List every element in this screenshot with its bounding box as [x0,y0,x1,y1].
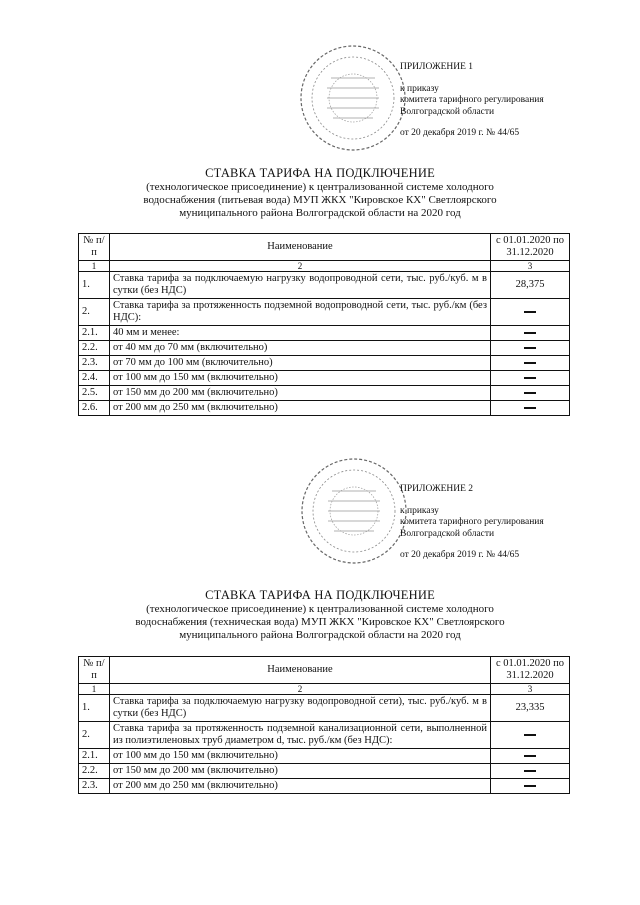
title-sub: муниципального района Волгоградской области на 2020 год [179,207,461,219]
row-name: Ставка тарифа за подключаемую нагрузку водопроводной сети, тыс. руб./куб. м в сутки (без НДС) [110,272,491,299]
table-row [79,299,570,326]
row-value-dash [491,749,570,764]
table-index-row [79,261,570,272]
header-name: Наименование [110,234,491,261]
table-row [79,695,570,722]
table-header-row [79,234,570,261]
table-row [79,356,570,371]
table-row [79,722,570,749]
row-num: 2. [79,722,110,749]
dash-mark [524,392,536,394]
row-name: от 40 мм до 70 мм (включительно) [110,341,491,356]
row-name: от 70 мм до 100 мм (включительно) [110,356,491,371]
title-sub: муниципального района Волгоградской области на 2020 год [179,629,461,641]
row-num: 2.2. [79,341,110,356]
title-sub: водоснабжения (техническая вода) МУП ЖКХ "Кировское КХ" Светлоярского [135,616,505,628]
row-value-dash [491,371,570,386]
row-value-dash [491,386,570,401]
tariff-table-2 [78,656,570,794]
index-cell: 3 [491,261,570,272]
title-sub: водоснабжения (питьевая вода) МУП ЖКХ "Кировское КХ" Светлоярского [143,194,497,206]
row-value-dash [491,779,570,794]
row-num: 1. [79,695,110,722]
header-name: Наименование [110,657,491,684]
row-name: 40 мм и менее: [110,326,491,341]
index-cell: 1 [79,261,110,272]
appendix-line: комитета тарифного регулирования [400,95,544,105]
dash-mark [524,734,536,736]
tariff-table-1 [78,233,570,416]
table-row [79,749,570,764]
document-title-2 [60,588,580,642]
row-name: от 100 мм до 150 мм (включительно) [110,749,491,764]
header-num: № п/п [79,234,110,261]
title-sub: (технологическое присоединение) к централизованной системе холодного [146,603,494,615]
dash-mark [524,311,536,313]
dash-mark [524,755,536,757]
row-num: 2.4. [79,371,110,386]
row-value-dash [491,326,570,341]
title-sub: (технологическое присоединение) к централизованной системе холодного [146,181,494,193]
table-index-row [79,684,570,695]
appendix-line: к приказу [400,505,439,516]
header-period: с 01.01.2020 по 31.12.2020 [491,657,570,684]
index-cell: 1 [79,684,110,695]
row-name: от 200 мм до 250 мм (включительно) [110,779,491,794]
row-value-dash [491,722,570,749]
dash-mark [524,377,536,379]
dash-mark [524,407,536,409]
dash-mark [524,362,536,364]
row-num: 2.3. [79,356,110,371]
appendix-title: ПРИЛОЖЕНИЕ 2 [400,484,474,494]
index-cell: 2 [110,261,491,272]
dash-mark [524,785,536,787]
row-name: от 150 мм до 200 мм (включительно) [110,386,491,401]
row-value-dash [491,356,570,371]
header-num: № п/п [79,657,110,684]
appendix-date: от 20 декабря 2019 г. № 44/65 [400,550,520,560]
row-name: от 200 мм до 250 мм (включительно) [110,401,491,416]
row-num: 2.6. [79,401,110,416]
appendix-line: комитета тарифного регулирования [400,517,544,527]
index-cell: 3 [491,684,570,695]
row-name: Ставка тарифа за протяженность подземной водопроводной сети, тыс. руб./км (без НДС): [110,299,491,326]
row-value: 28,375 [491,272,570,299]
row-name: Ставка тарифа за подключаемую нагрузку водопроводной сети), тыс. руб./куб. м в сутки (без НДС) [110,695,491,722]
row-num: 2.1. [79,749,110,764]
row-num: 2.2. [79,764,110,779]
appendix-line: Волгоградской области [400,528,495,539]
appendix-title: ПРИЛОЖЕНИЕ 1 [400,62,474,72]
official-seal-stamp-2 [298,455,410,567]
official-seal-stamp-1 [297,42,409,154]
row-value-dash [491,764,570,779]
row-num: 2.1. [79,326,110,341]
row-value: 23,335 [491,695,570,722]
row-name: от 100 мм до 150 мм (включительно) [110,371,491,386]
appendix-header-1 [400,62,544,140]
dash-mark [524,332,536,334]
appendix-date: от 20 декабря 2019 г. № 44/65 [400,128,520,138]
table-row [79,401,570,416]
table-row [79,386,570,401]
title-main: СТАВКА ТАРИФА НА ПОДКЛЮЧЕНИЕ [205,166,435,180]
index-cell: 2 [110,684,491,695]
table-row [79,764,570,779]
table-row [79,779,570,794]
header-period: с 01.01.2020 по 31.12.2020 [491,234,570,261]
row-num: 2. [79,299,110,326]
appendix-header-2 [400,484,544,562]
row-name: Ставка тарифа за протяженность подземной канализационной сети, выполненной из полиэтиленовых труб диаметром d, тыс. руб./км (без НДС): [110,722,491,749]
document-title-1 [60,166,580,220]
row-value-dash [491,401,570,416]
dash-mark [524,347,536,349]
row-num: 2.5. [79,386,110,401]
dash-mark [524,770,536,772]
row-name: от 150 мм до 200 мм (включительно) [110,764,491,779]
table-header-row [79,657,570,684]
row-num: 2.3. [79,779,110,794]
table-row [79,341,570,356]
row-num: 1. [79,272,110,299]
table-row [79,326,570,341]
row-value-dash [491,341,570,356]
table-row [79,272,570,299]
appendix-line: к приказу [400,83,439,94]
appendix-line: Волгоградской области [400,106,495,117]
title-main: СТАВКА ТАРИФА НА ПОДКЛЮЧЕНИЕ [205,588,435,602]
table-row [79,371,570,386]
row-value-dash [491,299,570,326]
